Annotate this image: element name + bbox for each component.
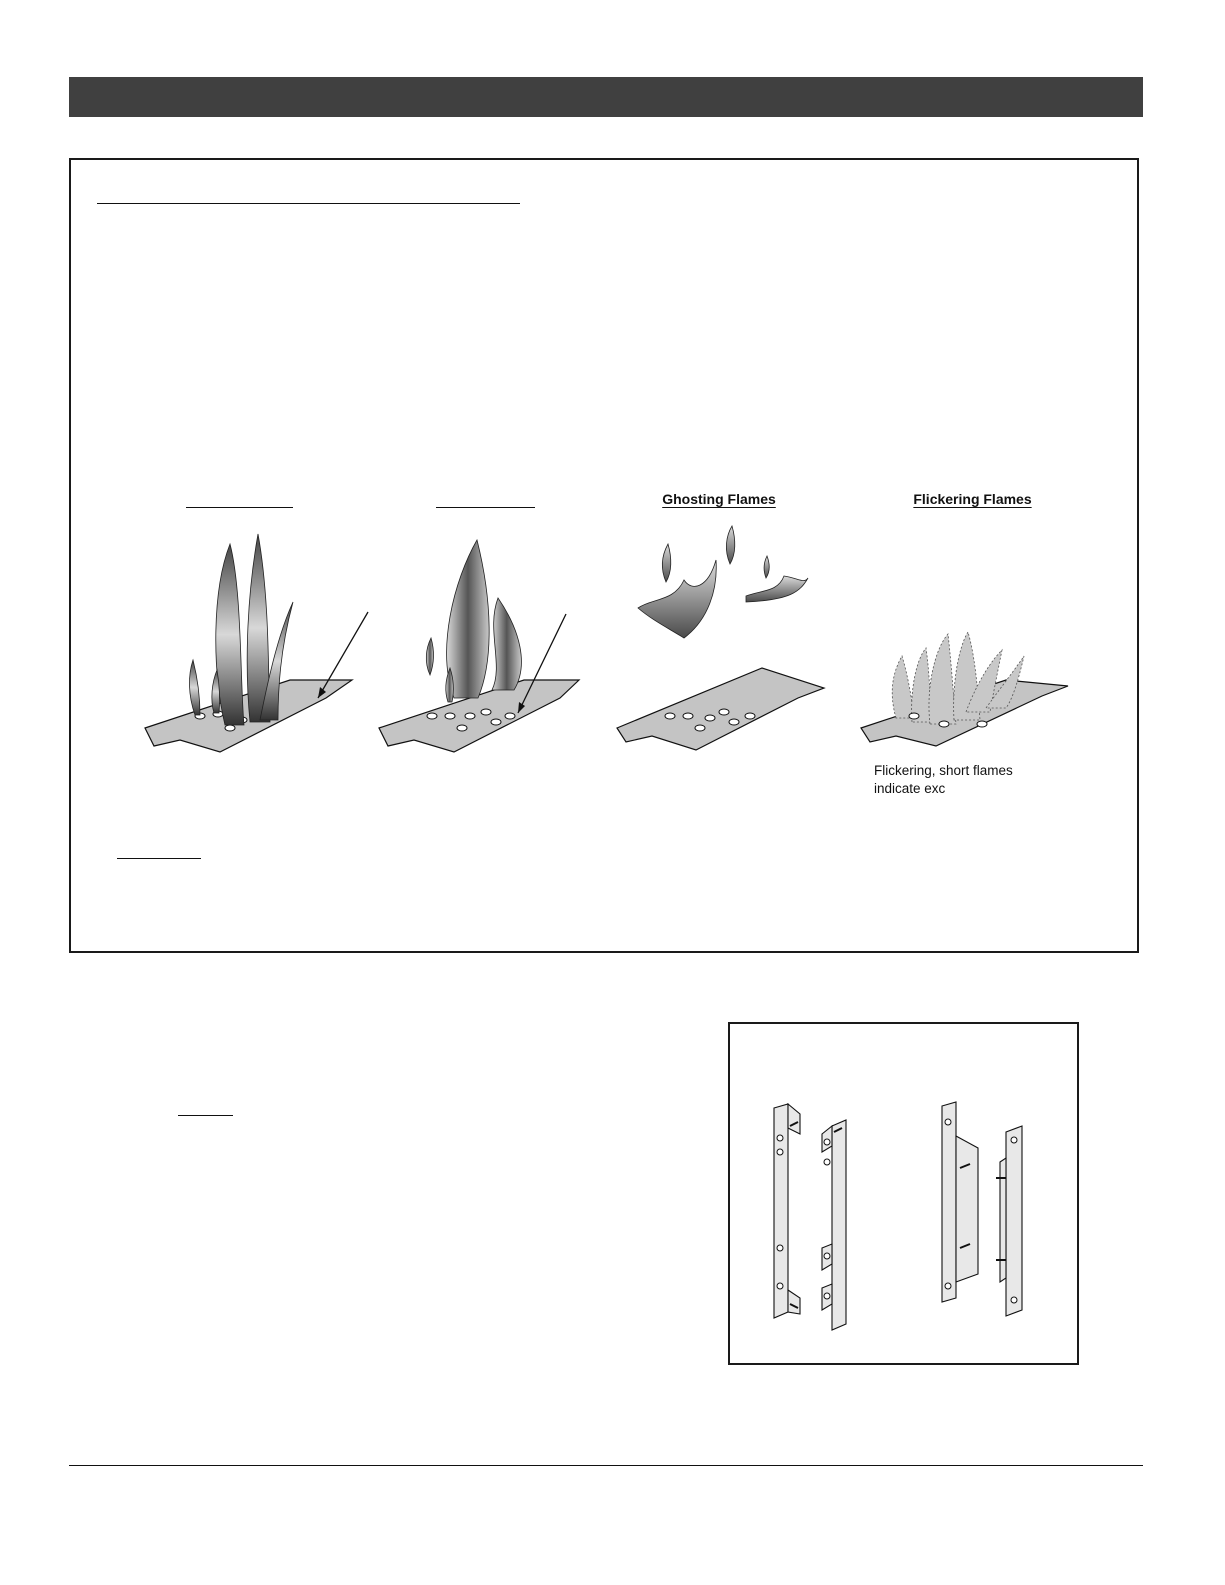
flame-illustration-flickering <box>856 620 1076 750</box>
flame-icon <box>746 576 808 602</box>
flame-icon <box>662 544 670 582</box>
right-bracket-a <box>942 1102 956 1302</box>
footer-rule <box>69 1465 1143 1466</box>
flickering-note-line-2: indicate exc <box>874 781 946 796</box>
flame-illustration-normal <box>140 530 370 760</box>
flame-icon <box>929 634 956 724</box>
flickering-note-line-1: Flickering, short flames <box>874 763 1013 778</box>
caption-ghosting-flames: Ghosting Flames <box>662 491 776 507</box>
bracket-holes <box>777 1119 1017 1303</box>
right-bracket-b <box>1006 1126 1022 1316</box>
flame-icon <box>764 556 769 578</box>
flame-icon <box>189 660 200 715</box>
flame-icon <box>726 526 734 564</box>
header-bar <box>69 77 1143 117</box>
flickering-note <box>874 762 1074 798</box>
flame-icon <box>892 656 914 718</box>
caption-flickering-flames: Flickering Flames <box>913 491 1032 507</box>
burner-plate <box>617 668 824 750</box>
caption-underline-lazy <box>436 507 535 508</box>
flame-icon <box>426 638 433 675</box>
left-bracket-b <box>832 1120 846 1330</box>
flame-illustration-ghosting <box>612 520 842 760</box>
caption-underline-normal <box>186 507 293 508</box>
flame-icon <box>447 540 489 698</box>
flame-icon <box>216 544 244 725</box>
flame-icon <box>638 560 716 638</box>
flame-illustration-lazy <box>374 530 604 760</box>
body-text-underline <box>178 1115 233 1116</box>
note-label-underline <box>117 858 201 859</box>
section-title-underline <box>97 203 520 204</box>
bracket-illustration <box>760 1098 1060 1338</box>
flame-icon <box>492 598 521 690</box>
